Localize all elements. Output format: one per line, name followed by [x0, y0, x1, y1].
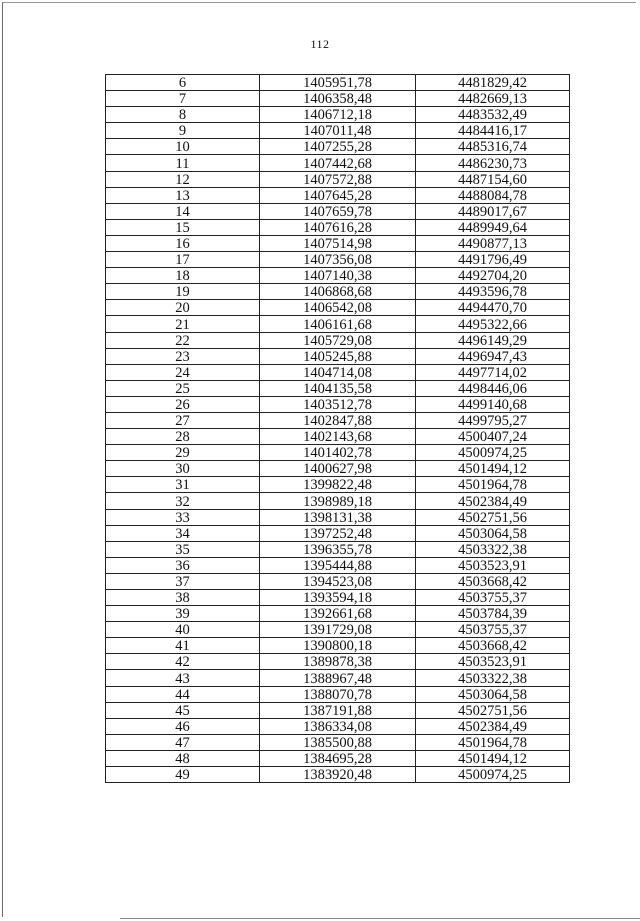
x-coordinate-cell: 1404714,08 [260, 364, 416, 380]
y-coordinate-cell: 4501964,78 [416, 734, 570, 750]
y-coordinate-cell: 4503755,37 [416, 622, 570, 638]
table-row [106, 219, 570, 235]
y-coordinate-cell: 4482669,13 [416, 91, 570, 107]
y-coordinate-cell: 4496149,29 [416, 332, 570, 348]
table-row [106, 171, 570, 187]
point-number-cell: 17 [106, 252, 260, 268]
table-row [106, 767, 570, 783]
table-row [106, 429, 570, 445]
table-row [106, 654, 570, 670]
table-row [106, 493, 570, 509]
y-coordinate-cell: 4489949,64 [416, 219, 570, 235]
y-coordinate-cell: 4499795,27 [416, 412, 570, 428]
y-coordinate-cell: 4492704,20 [416, 268, 570, 284]
table-row [106, 718, 570, 734]
point-number-cell: 12 [106, 171, 260, 187]
point-number-cell: 38 [106, 590, 260, 606]
y-coordinate-cell: 4502384,49 [416, 718, 570, 734]
x-coordinate-cell: 1383920,48 [260, 767, 416, 783]
table-row [106, 268, 570, 284]
table-row [106, 123, 570, 139]
x-coordinate-cell: 1406712,18 [260, 107, 416, 123]
table-row [106, 557, 570, 573]
y-coordinate-cell: 4501494,12 [416, 750, 570, 766]
x-coordinate-cell: 1405729,08 [260, 332, 416, 348]
y-coordinate-cell: 4485316,74 [416, 139, 570, 155]
y-coordinate-cell: 4493596,78 [416, 284, 570, 300]
x-coordinate-cell: 1395444,88 [260, 557, 416, 573]
table-row [106, 75, 570, 91]
point-number-cell: 28 [106, 429, 260, 445]
y-coordinate-cell: 4499140,68 [416, 396, 570, 412]
point-number-cell: 9 [106, 123, 260, 139]
point-number-cell: 20 [106, 300, 260, 316]
point-number-cell: 31 [106, 477, 260, 493]
y-coordinate-cell: 4503668,42 [416, 573, 570, 589]
point-number-cell: 32 [106, 493, 260, 509]
point-number-cell: 8 [106, 107, 260, 123]
y-coordinate-cell: 4501494,12 [416, 461, 570, 477]
point-number-cell: 30 [106, 461, 260, 477]
table-row [106, 541, 570, 557]
y-coordinate-cell: 4502384,49 [416, 493, 570, 509]
point-number-cell: 14 [106, 203, 260, 219]
y-coordinate-cell: 4503523,91 [416, 654, 570, 670]
x-coordinate-cell: 1406161,68 [260, 316, 416, 332]
point-number-cell: 36 [106, 557, 260, 573]
y-coordinate-cell: 4486230,73 [416, 155, 570, 171]
x-coordinate-cell: 1390800,18 [260, 638, 416, 654]
x-coordinate-cell: 1404135,58 [260, 380, 416, 396]
point-number-cell: 7 [106, 91, 260, 107]
x-coordinate-cell: 1388070,78 [260, 686, 416, 702]
y-coordinate-cell: 4503064,58 [416, 525, 570, 541]
table-row [106, 750, 570, 766]
table-row [106, 187, 570, 203]
x-coordinate-cell: 1402143,68 [260, 429, 416, 445]
point-number-cell: 45 [106, 702, 260, 718]
point-number-cell: 44 [106, 686, 260, 702]
point-number-cell: 39 [106, 606, 260, 622]
x-coordinate-cell: 1407140,38 [260, 268, 416, 284]
point-number-cell: 37 [106, 573, 260, 589]
y-coordinate-cell: 4489017,67 [416, 203, 570, 219]
point-number-cell: 18 [106, 268, 260, 284]
y-coordinate-cell: 4502751,56 [416, 509, 570, 525]
x-coordinate-cell: 1385500,88 [260, 734, 416, 750]
point-number-cell: 34 [106, 525, 260, 541]
x-coordinate-cell: 1406542,08 [260, 300, 416, 316]
y-coordinate-cell: 4503322,38 [416, 670, 570, 686]
x-coordinate-cell: 1384695,28 [260, 750, 416, 766]
page-bottom-edge [120, 918, 640, 919]
table-row [106, 445, 570, 461]
y-coordinate-cell: 4500407,24 [416, 429, 570, 445]
y-coordinate-cell: 4500974,25 [416, 767, 570, 783]
table-row [106, 107, 570, 123]
table-row [106, 509, 570, 525]
table-row [106, 686, 570, 702]
table-row [106, 348, 570, 364]
point-number-cell: 15 [106, 219, 260, 235]
point-number-cell: 23 [106, 348, 260, 364]
x-coordinate-cell: 1407659,78 [260, 203, 416, 219]
x-coordinate-cell: 1407645,28 [260, 187, 416, 203]
y-coordinate-cell: 4503784,39 [416, 606, 570, 622]
x-coordinate-cell: 1388967,48 [260, 670, 416, 686]
x-coordinate-cell: 1389878,38 [260, 654, 416, 670]
table-row [106, 91, 570, 107]
point-number-cell: 48 [106, 750, 260, 766]
y-coordinate-cell: 4484416,17 [416, 123, 570, 139]
table-row [106, 638, 570, 654]
table-row [106, 606, 570, 622]
y-coordinate-cell: 4487154,60 [416, 171, 570, 187]
y-coordinate-cell: 4503322,38 [416, 541, 570, 557]
point-number-cell: 49 [106, 767, 260, 783]
table-row [106, 316, 570, 332]
y-coordinate-cell: 4497714,02 [416, 364, 570, 380]
x-coordinate-cell: 1407616,28 [260, 219, 416, 235]
table-row [106, 300, 570, 316]
x-coordinate-cell: 1394523,08 [260, 573, 416, 589]
table-row [106, 670, 570, 686]
point-number-cell: 13 [106, 187, 260, 203]
x-coordinate-cell: 1399822,48 [260, 477, 416, 493]
x-coordinate-cell: 1386334,08 [260, 718, 416, 734]
table-row [106, 590, 570, 606]
x-coordinate-cell: 1406358,48 [260, 91, 416, 107]
y-coordinate-cell: 4503064,58 [416, 686, 570, 702]
point-number-cell: 42 [106, 654, 260, 670]
table-row [106, 734, 570, 750]
point-number-cell: 27 [106, 412, 260, 428]
table-row [106, 139, 570, 155]
x-coordinate-cell: 1400627,98 [260, 461, 416, 477]
y-coordinate-cell: 4495322,66 [416, 316, 570, 332]
x-coordinate-cell: 1397252,48 [260, 525, 416, 541]
table-row [106, 396, 570, 412]
table-row [106, 525, 570, 541]
table-row [106, 477, 570, 493]
table-row [106, 332, 570, 348]
y-coordinate-cell: 4488084,78 [416, 187, 570, 203]
y-coordinate-cell: 4483532,49 [416, 107, 570, 123]
x-coordinate-cell: 1393594,18 [260, 590, 416, 606]
point-number-cell: 6 [106, 75, 260, 91]
x-coordinate-cell: 1392661,68 [260, 606, 416, 622]
x-coordinate-cell: 1396355,78 [260, 541, 416, 557]
point-number-cell: 29 [106, 445, 260, 461]
x-coordinate-cell: 1405951,78 [260, 75, 416, 91]
table-row [106, 155, 570, 171]
table-row [106, 412, 570, 428]
table-row [106, 203, 570, 219]
table-row [106, 252, 570, 268]
x-coordinate-cell: 1398131,38 [260, 509, 416, 525]
y-coordinate-cell: 4501964,78 [416, 477, 570, 493]
y-coordinate-cell: 4481829,42 [416, 75, 570, 91]
y-coordinate-cell: 4494470,70 [416, 300, 570, 316]
x-coordinate-cell: 1405245,88 [260, 348, 416, 364]
x-coordinate-cell: 1401402,78 [260, 445, 416, 461]
x-coordinate-cell: 1391729,08 [260, 622, 416, 638]
point-number-cell: 10 [106, 139, 260, 155]
x-coordinate-cell: 1406868,68 [260, 284, 416, 300]
y-coordinate-cell: 4503755,37 [416, 590, 570, 606]
point-number-cell: 26 [106, 396, 260, 412]
x-coordinate-cell: 1407011,48 [260, 123, 416, 139]
x-coordinate-cell: 1398989,18 [260, 493, 416, 509]
x-coordinate-cell: 1407514,98 [260, 235, 416, 251]
table-row [106, 364, 570, 380]
y-coordinate-cell: 4503523,91 [416, 557, 570, 573]
point-number-cell: 19 [106, 284, 260, 300]
point-number-cell: 40 [106, 622, 260, 638]
x-coordinate-cell: 1407442,68 [260, 155, 416, 171]
page-number: 112 [310, 37, 330, 51]
point-number-cell: 21 [106, 316, 260, 332]
table-row [106, 461, 570, 477]
x-coordinate-cell: 1407255,28 [260, 139, 416, 155]
point-number-cell: 43 [106, 670, 260, 686]
point-number-cell: 24 [106, 364, 260, 380]
y-coordinate-cell: 4496947,43 [416, 348, 570, 364]
y-coordinate-cell: 4502751,56 [416, 702, 570, 718]
table-row [106, 702, 570, 718]
x-coordinate-cell: 1407356,08 [260, 252, 416, 268]
table-row [106, 573, 570, 589]
y-coordinate-cell: 4491796,49 [416, 252, 570, 268]
table-row [106, 622, 570, 638]
x-coordinate-cell: 1407572,88 [260, 171, 416, 187]
point-number-cell: 41 [106, 638, 260, 654]
point-number-cell: 22 [106, 332, 260, 348]
x-coordinate-cell: 1402847,88 [260, 412, 416, 428]
table-row [106, 235, 570, 251]
point-number-cell: 35 [106, 541, 260, 557]
point-number-cell: 16 [106, 235, 260, 251]
coordinates-table-body [106, 75, 570, 783]
table-row [106, 380, 570, 396]
point-number-cell: 47 [106, 734, 260, 750]
point-number-cell: 11 [106, 155, 260, 171]
x-coordinate-cell: 1387191,88 [260, 702, 416, 718]
y-coordinate-cell: 4498446,06 [416, 380, 570, 396]
coordinates-table [105, 74, 570, 783]
y-coordinate-cell: 4490877,13 [416, 235, 570, 251]
point-number-cell: 33 [106, 509, 260, 525]
table-row [106, 284, 570, 300]
point-number-cell: 46 [106, 718, 260, 734]
y-coordinate-cell: 4503668,42 [416, 638, 570, 654]
y-coordinate-cell: 4500974,25 [416, 445, 570, 461]
x-coordinate-cell: 1403512,78 [260, 396, 416, 412]
point-number-cell: 25 [106, 380, 260, 396]
